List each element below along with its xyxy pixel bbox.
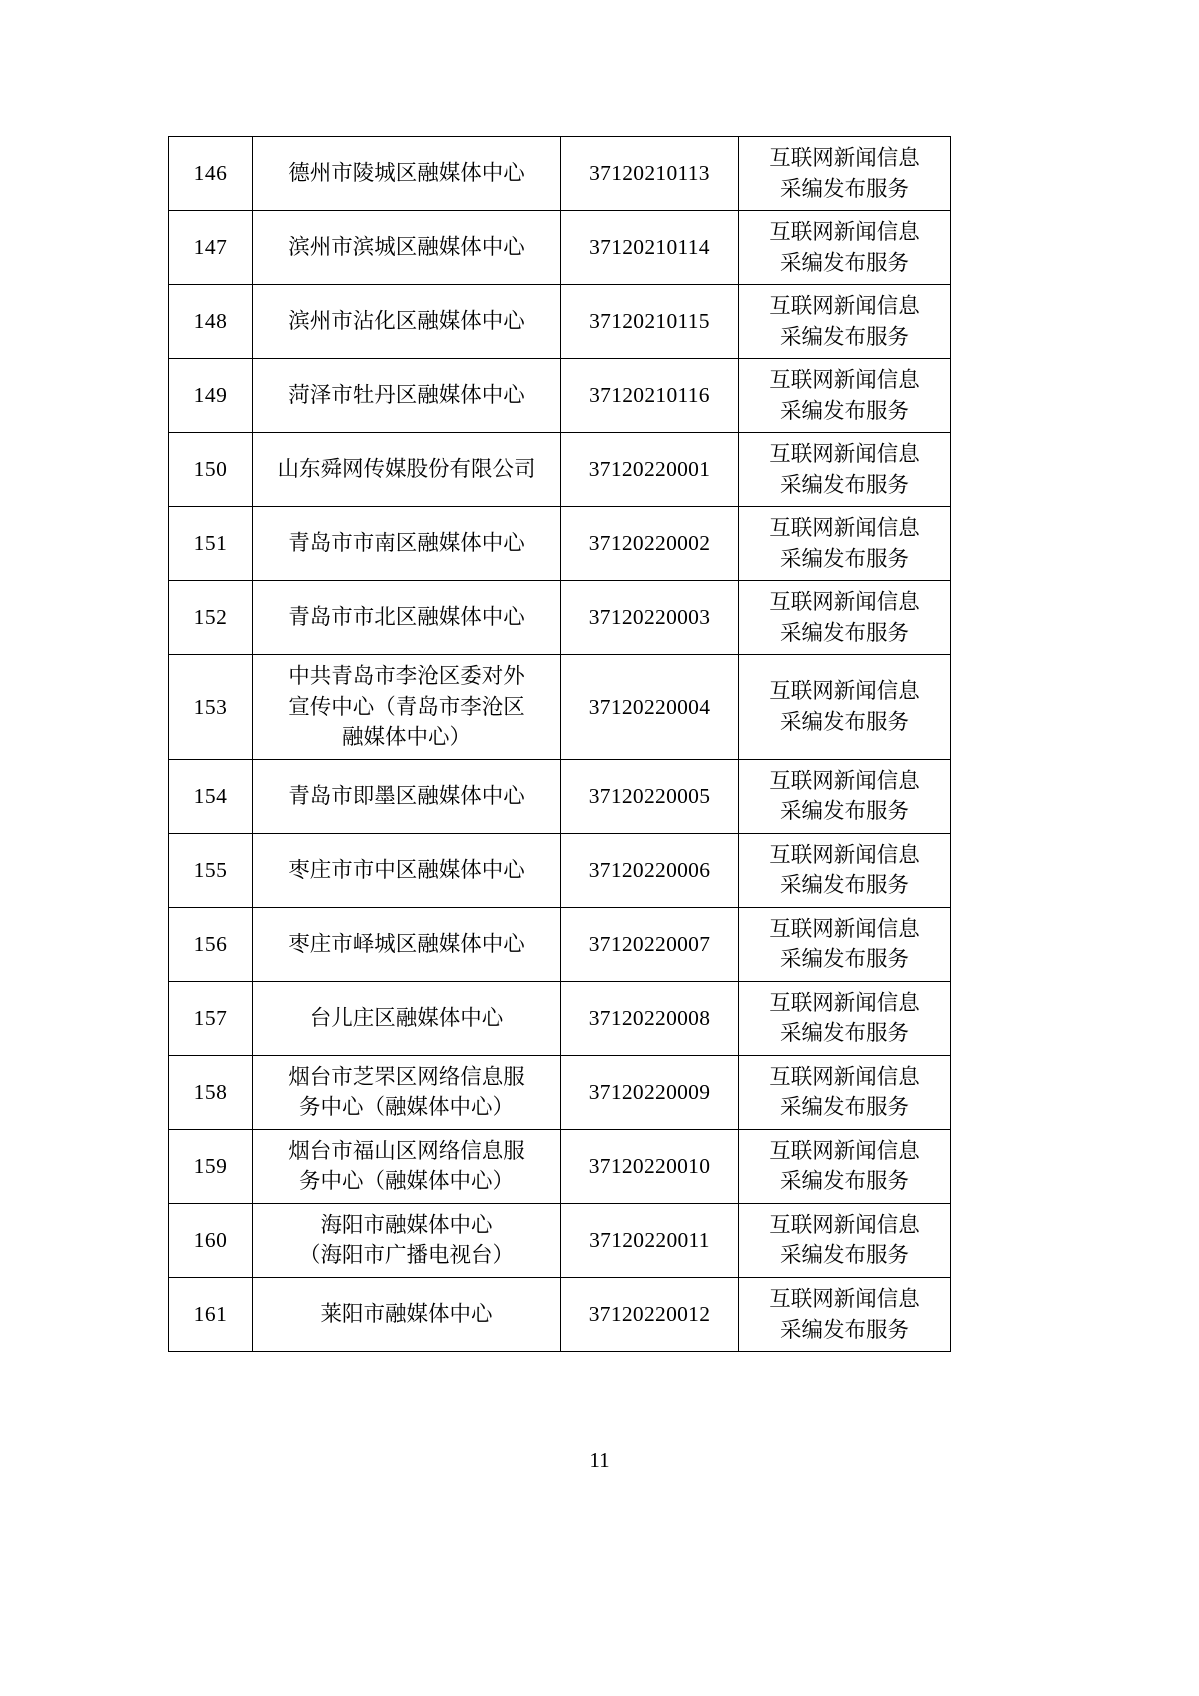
table-row <box>169 211 951 285</box>
unit-name-cell <box>253 1129 561 1203</box>
service-category-line: 采编发布服务 <box>779 546 909 571</box>
service-category-line: 采编发布服务 <box>779 1095 909 1120</box>
table-row <box>169 1277 951 1351</box>
service-category-line: 采编发布服务 <box>779 620 909 645</box>
unit-name-cell <box>253 1055 561 1129</box>
service-category-line: 采编发布服务 <box>779 324 909 349</box>
license-code-cell: 37120220008 <box>561 981 739 1055</box>
license-code-cell: 37120220004 <box>561 655 739 760</box>
license-code-cell: 37120210116 <box>561 359 739 433</box>
service-category-cell <box>739 833 951 907</box>
row-index-cell: 153 <box>169 655 253 760</box>
service-category-line: 采编发布服务 <box>779 1243 909 1268</box>
service-category-line: 互联网新闻信息 <box>769 768 920 793</box>
unit-name-line: 莱阳市融媒体中心 <box>320 1302 493 1327</box>
unit-name-line: 烟台市芝罘区网络信息服 <box>288 1064 525 1089</box>
unit-name-line: 菏泽市牡丹区融媒体中心 <box>288 383 525 408</box>
service-category-line: 采编发布服务 <box>779 398 909 423</box>
service-category-line: 互联网新闻信息 <box>769 1064 920 1089</box>
license-code-cell: 37120210115 <box>561 285 739 359</box>
license-code-cell: 37120220010 <box>561 1129 739 1203</box>
unit-name-line: 青岛市市南区融媒体中心 <box>288 531 525 556</box>
service-category-line: 互联网新闻信息 <box>769 220 920 245</box>
row-index-cell: 150 <box>169 433 253 507</box>
unit-name-cell <box>253 581 561 655</box>
license-table <box>168 136 951 1352</box>
service-category-line: 采编发布服务 <box>779 947 909 972</box>
unit-name-cell <box>253 907 561 981</box>
service-category-cell <box>739 433 951 507</box>
unit-name-line: 青岛市市北区融媒体中心 <box>288 605 525 630</box>
table-row <box>169 507 951 581</box>
row-index-cell: 156 <box>169 907 253 981</box>
unit-name-line: 宣传中心（青岛市李沧区 <box>288 694 525 719</box>
unit-name-line: 务中心（融媒体中心） <box>298 1169 514 1194</box>
unit-name-line: 中共青岛市李沧区委对外 <box>288 664 525 689</box>
unit-name-line: 枣庄市峄城区融媒体中心 <box>288 932 525 957</box>
table-row <box>169 833 951 907</box>
unit-name-cell <box>253 1203 561 1277</box>
service-category-line: 互联网新闻信息 <box>769 516 920 541</box>
table-row <box>169 981 951 1055</box>
license-code-cell: 37120220007 <box>561 907 739 981</box>
unit-name-cell <box>253 833 561 907</box>
table-row <box>169 359 951 433</box>
service-category-line: 互联网新闻信息 <box>769 1286 920 1311</box>
service-category-cell <box>739 507 951 581</box>
license-table-container <box>168 136 950 1352</box>
table-row <box>169 285 951 359</box>
service-category-line: 采编发布服务 <box>779 1021 909 1046</box>
unit-name-line: 海阳市融媒体中心 <box>320 1212 493 1237</box>
unit-name-cell <box>253 285 561 359</box>
unit-name-cell <box>253 507 561 581</box>
row-index-cell: 152 <box>169 581 253 655</box>
row-index-cell: 149 <box>169 359 253 433</box>
row-index-cell: 155 <box>169 833 253 907</box>
table-row <box>169 1055 951 1129</box>
service-category-line: 采编发布服务 <box>779 1169 909 1194</box>
service-category-line: 互联网新闻信息 <box>769 590 920 615</box>
table-row <box>169 655 951 760</box>
table-row <box>169 907 951 981</box>
license-code-cell: 37120220005 <box>561 759 739 833</box>
service-category-line: 互联网新闻信息 <box>769 368 920 393</box>
unit-name-line: 烟台市福山区网络信息服 <box>288 1138 525 1163</box>
row-index-cell: 154 <box>169 759 253 833</box>
license-code-cell: 37120220002 <box>561 507 739 581</box>
unit-name-cell <box>253 1277 561 1351</box>
service-category-line: 互联网新闻信息 <box>769 679 920 704</box>
service-category-line: 采编发布服务 <box>779 176 909 201</box>
service-category-line: 互联网新闻信息 <box>769 146 920 170</box>
service-category-line: 采编发布服务 <box>779 250 909 275</box>
service-category-cell <box>739 1055 951 1129</box>
service-category-line: 采编发布服务 <box>779 709 909 734</box>
unit-name-line: 台儿庄区融媒体中心 <box>309 1006 504 1031</box>
unit-name-line: 务中心（融媒体中心） <box>298 1095 514 1120</box>
unit-name-cell <box>253 433 561 507</box>
service-category-line: 采编发布服务 <box>779 873 909 898</box>
unit-name-line: 山东舜网传媒股份有限公司 <box>277 457 536 482</box>
table-row <box>169 137 951 211</box>
unit-name-cell <box>253 655 561 760</box>
license-code-cell: 37120220003 <box>561 581 739 655</box>
unit-name-cell <box>253 359 561 433</box>
service-category-line: 采编发布服务 <box>779 1317 909 1342</box>
unit-name-line: 青岛市即墨区融媒体中心 <box>288 784 525 809</box>
page-number: 11 <box>589 1448 610 1472</box>
service-category-cell <box>739 759 951 833</box>
service-category-cell <box>739 137 951 211</box>
license-code-cell: 37120220001 <box>561 433 739 507</box>
unit-name-line: （海阳市广播电视台） <box>298 1243 514 1268</box>
service-category-line: 互联网新闻信息 <box>769 916 920 941</box>
row-index-cell: 147 <box>169 211 253 285</box>
row-index-cell: 157 <box>169 981 253 1055</box>
service-category-cell <box>739 981 951 1055</box>
row-index-cell: 159 <box>169 1129 253 1203</box>
service-category-line: 采编发布服务 <box>779 799 909 824</box>
unit-name-cell <box>253 211 561 285</box>
row-index-cell: 146 <box>169 137 253 211</box>
service-category-line: 采编发布服务 <box>779 472 909 497</box>
license-code-cell: 37120220006 <box>561 833 739 907</box>
license-code-cell: 37120210113 <box>561 137 739 211</box>
service-category-cell <box>739 581 951 655</box>
service-category-line: 互联网新闻信息 <box>769 1138 920 1163</box>
row-index-cell: 161 <box>169 1277 253 1351</box>
service-category-line: 互联网新闻信息 <box>769 1212 920 1237</box>
table-row <box>169 1203 951 1277</box>
unit-name-line: 融媒体中心） <box>341 725 471 750</box>
unit-name-cell <box>253 759 561 833</box>
unit-name-line: 枣庄市市中区融媒体中心 <box>288 858 525 883</box>
table-row <box>169 581 951 655</box>
service-category-cell <box>739 1129 951 1203</box>
row-index-cell: 151 <box>169 507 253 581</box>
license-code-cell: 37120220011 <box>561 1203 739 1277</box>
license-code-cell: 37120210114 <box>561 211 739 285</box>
license-code-cell: 37120220012 <box>561 1277 739 1351</box>
license-code-cell: 37120220009 <box>561 1055 739 1129</box>
service-category-line: 互联网新闻信息 <box>769 990 920 1015</box>
table-row <box>169 759 951 833</box>
service-category-cell <box>739 1203 951 1277</box>
service-category-cell <box>739 359 951 433</box>
row-index-cell: 160 <box>169 1203 253 1277</box>
unit-name-line: 滨州市滨城区融媒体中心 <box>288 235 525 260</box>
service-category-line: 互联网新闻信息 <box>769 294 920 319</box>
license-table-body <box>169 137 951 1352</box>
service-category-cell <box>739 285 951 359</box>
service-category-cell <box>739 211 951 285</box>
unit-name-cell <box>253 137 561 211</box>
unit-name-line: 德州市陵城区融媒体中心 <box>288 161 525 186</box>
service-category-cell <box>739 907 951 981</box>
unit-name-line: 滨州市沾化区融媒体中心 <box>288 309 525 334</box>
service-category-cell <box>739 655 951 760</box>
service-category-line: 互联网新闻信息 <box>769 442 920 467</box>
unit-name-cell <box>253 981 561 1055</box>
row-index-cell: 148 <box>169 285 253 359</box>
service-category-line: 互联网新闻信息 <box>769 842 920 867</box>
table-row <box>169 1129 951 1203</box>
service-category-cell <box>739 1277 951 1351</box>
row-index-cell: 158 <box>169 1055 253 1129</box>
table-row <box>169 433 951 507</box>
